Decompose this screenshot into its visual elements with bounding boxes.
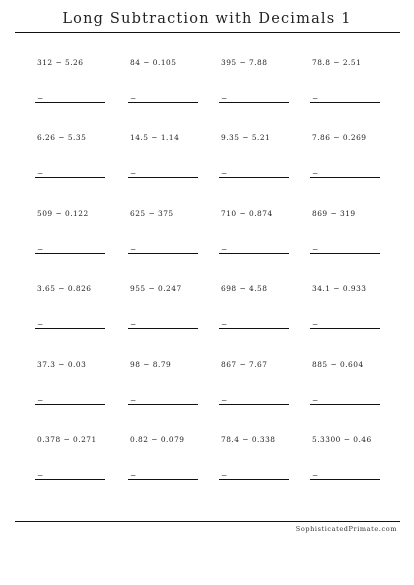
problem-item xyxy=(219,209,291,269)
problem-item xyxy=(35,360,107,420)
answer-line[interactable] xyxy=(219,404,289,405)
answer-minus-sign: − xyxy=(37,320,44,329)
problem-item xyxy=(35,58,107,118)
answer-minus-sign: − xyxy=(312,245,319,254)
footer-rule xyxy=(15,521,400,522)
problem-item xyxy=(219,284,291,344)
answer-minus-sign: − xyxy=(37,471,44,480)
problem-item xyxy=(310,58,382,118)
problem-item xyxy=(128,133,200,193)
answer-line[interactable] xyxy=(35,479,105,480)
answer-minus-sign: − xyxy=(312,396,319,405)
problem-expression: 5.3300 − 0.46 xyxy=(312,435,372,444)
problem-expression: 98 − 8.79 xyxy=(130,360,172,369)
problem-item xyxy=(310,360,382,420)
problem-expression: 14.5 − 1.14 xyxy=(130,133,180,142)
problem-expression: 84 − 0.105 xyxy=(130,58,177,67)
answer-minus-sign: − xyxy=(312,320,319,329)
problem-item xyxy=(35,133,107,193)
answer-minus-sign: − xyxy=(312,94,319,103)
problem-expression: 625 − 375 xyxy=(130,209,174,218)
problem-item xyxy=(128,284,200,344)
problem-expression: 0.378 − 0.271 xyxy=(37,435,97,444)
problem-item xyxy=(310,435,382,495)
problem-item xyxy=(128,360,200,420)
answer-minus-sign: − xyxy=(221,471,228,480)
answer-line[interactable] xyxy=(219,479,289,480)
problem-expression: 78.8 − 2.51 xyxy=(312,58,362,67)
problem-expression: 7.86 − 0.269 xyxy=(312,133,367,142)
answer-line[interactable] xyxy=(310,102,380,103)
problem-item xyxy=(35,209,107,269)
problem-expression: 78.4 − 0.338 xyxy=(221,435,276,444)
problem-item xyxy=(219,435,291,495)
answer-line[interactable] xyxy=(219,102,289,103)
answer-line[interactable] xyxy=(219,253,289,254)
answer-minus-sign: − xyxy=(130,245,137,254)
problem-item xyxy=(128,435,200,495)
answer-line[interactable] xyxy=(310,177,380,178)
answer-minus-sign: − xyxy=(221,320,228,329)
problem-expression: 34.1 − 0.933 xyxy=(312,284,367,293)
answer-line[interactable] xyxy=(219,328,289,329)
problem-item xyxy=(219,58,291,118)
problem-item xyxy=(219,133,291,193)
answer-minus-sign: − xyxy=(221,169,228,178)
answer-line[interactable] xyxy=(128,102,198,103)
answer-minus-sign: − xyxy=(221,94,228,103)
problem-expression: 9.35 − 5.21 xyxy=(221,133,271,142)
problem-expression: 37.3 − 0.03 xyxy=(37,360,87,369)
answer-minus-sign: − xyxy=(312,471,319,480)
answer-line[interactable] xyxy=(128,404,198,405)
answer-minus-sign: − xyxy=(37,245,44,254)
answer-line[interactable] xyxy=(35,102,105,103)
problem-expression: 0.82 − 0.079 xyxy=(130,435,185,444)
problem-expression: 955 − 0.247 xyxy=(130,284,182,293)
problem-item xyxy=(128,58,200,118)
answer-minus-sign: − xyxy=(221,245,228,254)
problem-item xyxy=(35,284,107,344)
answer-minus-sign: − xyxy=(37,169,44,178)
problem-expression: 509 − 0.122 xyxy=(37,209,89,218)
problem-expression: 710 − 0.874 xyxy=(221,209,273,218)
problem-item xyxy=(35,435,107,495)
problem-item xyxy=(310,133,382,193)
answer-line[interactable] xyxy=(128,328,198,329)
answer-minus-sign: − xyxy=(130,471,137,480)
answer-minus-sign: − xyxy=(130,94,137,103)
answer-minus-sign: − xyxy=(37,94,44,103)
answer-minus-sign: − xyxy=(130,169,137,178)
problem-expression: 395 − 7.88 xyxy=(221,58,268,67)
answer-line[interactable] xyxy=(310,404,380,405)
answer-line[interactable] xyxy=(128,253,198,254)
problem-expression: 698 − 4.58 xyxy=(221,284,268,293)
problem-item xyxy=(128,209,200,269)
problem-expression: 869 − 319 xyxy=(312,209,356,218)
answer-minus-sign: − xyxy=(130,396,137,405)
answer-line[interactable] xyxy=(128,177,198,178)
answer-minus-sign: − xyxy=(312,169,319,178)
answer-minus-sign: − xyxy=(37,396,44,405)
answer-line[interactable] xyxy=(35,404,105,405)
problem-item xyxy=(219,360,291,420)
answer-line[interactable] xyxy=(310,479,380,480)
problem-expression: 3.65 − 0.826 xyxy=(37,284,92,293)
problem-expression: 6.26 − 5.35 xyxy=(37,133,87,142)
problem-expression: 312 − 5.26 xyxy=(37,58,84,67)
problem-item xyxy=(310,209,382,269)
problem-expression: 867 − 7.67 xyxy=(221,360,268,369)
answer-line[interactable] xyxy=(310,328,380,329)
answer-minus-sign: − xyxy=(130,320,137,329)
answer-line[interactable] xyxy=(310,253,380,254)
answer-line[interactable] xyxy=(35,253,105,254)
answer-line[interactable] xyxy=(128,479,198,480)
answer-minus-sign: − xyxy=(221,396,228,405)
worksheet-title: Long Subtraction with Decimals 1 xyxy=(62,11,352,27)
answer-line[interactable] xyxy=(35,328,105,329)
problem-expression: 885 − 0.604 xyxy=(312,360,364,369)
problem-item xyxy=(310,284,382,344)
answer-line[interactable] xyxy=(219,177,289,178)
footer-credit: SophisticatedPrimate.com xyxy=(295,525,397,533)
answer-line[interactable] xyxy=(35,177,105,178)
